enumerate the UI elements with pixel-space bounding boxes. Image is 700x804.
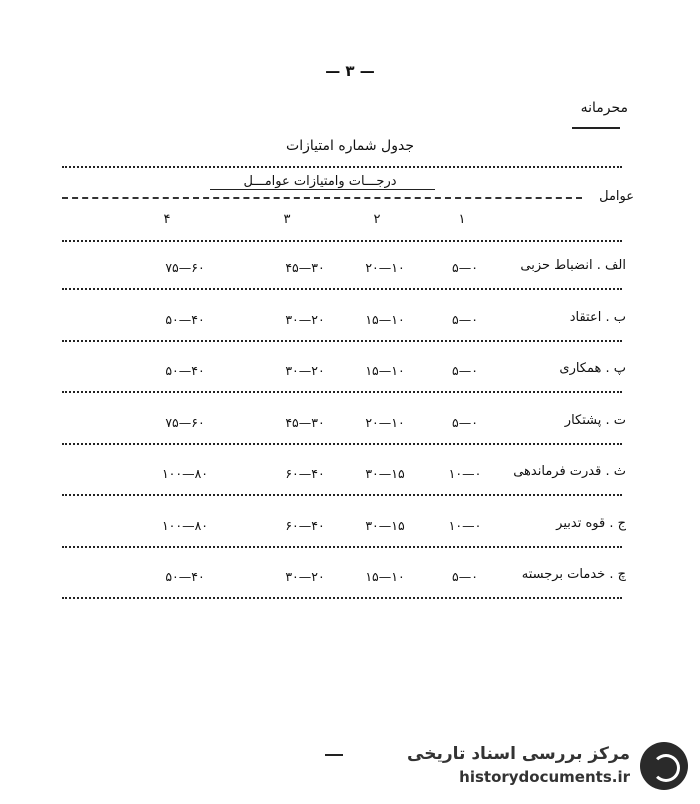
row-label: چ . خدمات برجسته bbox=[521, 567, 626, 582]
score-range-cell: ۱۵—۱۰ bbox=[365, 312, 405, 327]
score-range-cell: ۵۰—۴۰ bbox=[165, 569, 205, 584]
grade-column-4: ۴ bbox=[163, 212, 171, 227]
table-title: جدول شماره امتیازات bbox=[286, 138, 414, 154]
header-rule bbox=[62, 197, 582, 199]
score-range-cell: ۵—۰ bbox=[452, 312, 478, 327]
score-range-cell: ۶۰—۴۰ bbox=[285, 518, 325, 533]
score-range-cell: ۳۰—۲۰ bbox=[285, 312, 325, 327]
score-range-cell: ۳۰—۱۵ bbox=[365, 466, 405, 481]
row-label: ب . اعتقاد bbox=[569, 310, 626, 325]
row-separator bbox=[62, 443, 622, 445]
score-range-cell: ۲۰—۱۰ bbox=[365, 415, 405, 430]
score-range-cell: ۵—۰ bbox=[452, 363, 478, 378]
watermark-title: مرکز بررسی اسناد تاریخی bbox=[407, 744, 630, 764]
grade-column-3: ۳ bbox=[283, 212, 291, 227]
classification-underline bbox=[572, 127, 620, 129]
row-label: پ . همکاری bbox=[559, 361, 626, 376]
score-range-cell: ۱۰—۰ bbox=[448, 518, 482, 533]
score-range-cell: ۵—۰ bbox=[452, 260, 478, 275]
score-range-cell: ۷۵—۶۰ bbox=[165, 415, 205, 430]
score-range-cell: ۵۰—۴۰ bbox=[165, 312, 205, 327]
score-range-cell: ۱۰—۰ bbox=[448, 466, 482, 481]
row-separator bbox=[62, 340, 622, 342]
score-range-cell: ۱۰۰—۸۰ bbox=[161, 518, 209, 533]
row-label: ت . پشتکار bbox=[564, 413, 626, 428]
grades-header: درجـــات وامتیازات عوامـــل bbox=[243, 174, 397, 189]
row-separator bbox=[62, 391, 622, 393]
row-separator bbox=[62, 546, 622, 548]
grades-header-underline bbox=[210, 189, 435, 190]
table-top-rule bbox=[62, 166, 622, 168]
score-range-cell: ۷۵—۶۰ bbox=[165, 260, 205, 275]
row-separator bbox=[62, 288, 622, 290]
score-range-cell: ۱۰۰—۸۰ bbox=[161, 466, 209, 481]
row-separator bbox=[62, 494, 622, 496]
score-range-cell: ۴۵—۳۰ bbox=[285, 260, 325, 275]
grade-column-2: ۲ bbox=[373, 212, 381, 227]
page-number: — ۳ — bbox=[325, 62, 375, 80]
factors-column-header: عوامل bbox=[599, 189, 634, 204]
score-range-cell: ۱۵—۱۰ bbox=[365, 569, 405, 584]
score-range-cell: ۵۰—۴۰ bbox=[165, 363, 205, 378]
score-range-cell: ۶۰—۴۰ bbox=[285, 466, 325, 481]
score-range-cell: ۴۵—۳۰ bbox=[285, 415, 325, 430]
classification-label: محرمانه bbox=[580, 100, 628, 116]
score-range-cell: ۵—۰ bbox=[452, 569, 478, 584]
row-label: ج . قوه تدبیر bbox=[556, 516, 626, 531]
watermark-logo-icon bbox=[640, 742, 688, 790]
score-range-cell: ۵—۰ bbox=[452, 415, 478, 430]
watermark-url: historydocuments.ir bbox=[459, 768, 630, 786]
score-range-cell: ۳۰—۱۵ bbox=[365, 518, 405, 533]
header-bottom-rule bbox=[62, 240, 622, 242]
row-separator bbox=[62, 597, 622, 599]
watermark bbox=[388, 740, 688, 796]
score-range-cell: ۳۰—۲۰ bbox=[285, 363, 325, 378]
row-label: الف . انضباط حزبی bbox=[520, 258, 626, 273]
score-range-cell: ۱۵—۱۰ bbox=[365, 363, 405, 378]
grade-column-1: ۱ bbox=[458, 212, 466, 227]
row-label: ث . قدرت فرماندهی bbox=[513, 464, 626, 479]
score-range-cell: ۲۰—۱۰ bbox=[365, 260, 405, 275]
footer-dash bbox=[325, 754, 343, 756]
score-range-cell: ۳۰—۲۰ bbox=[285, 569, 325, 584]
